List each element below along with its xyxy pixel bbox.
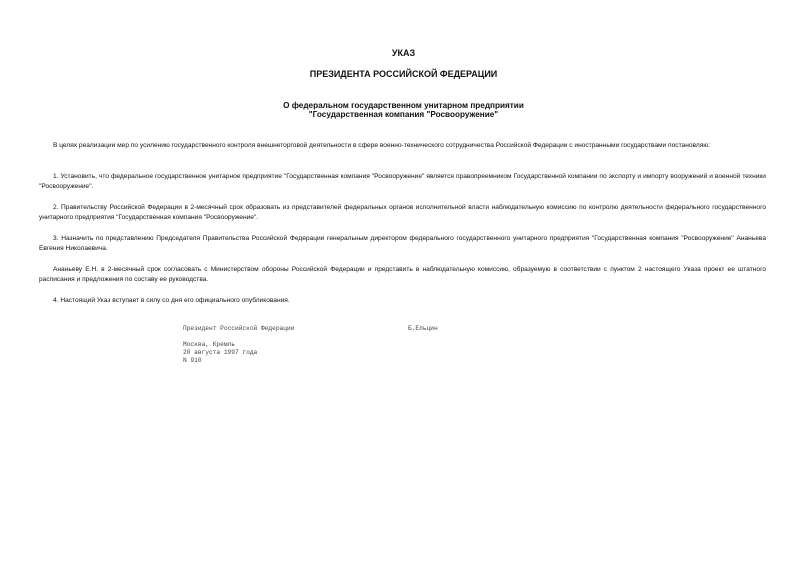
decree-subject-line-1: О федеральном государственном унитарном предприятии (283, 101, 524, 110)
paragraph-3-continuation: Ананьеву Е.Н. в 2-месячный срок согласовать с Министерством обороны Российской Федерации и представить в наблюдательную комиссию, образуемую в соответствии с пунктом 2 настоящего Указа проект ее штатного расписания и предложения по составу ее руководства. (39, 266, 766, 283)
decree-title: УКАЗ (391, 48, 416, 58)
preamble-paragraph: В целях реализации мер по усилению государственного контроля внешнеторговой деятельности в сфере военно-технического сотрудничества Российской Федерации с иностранными государствами постановляю: (53, 142, 711, 149)
decree-subject-line-2: "Государственная компания "Росвооружение" (308, 110, 499, 119)
signing-date: 20 августа 1997 года (183, 349, 258, 356)
paragraph-4: 4. Настоящий Указ вступает в силу со дня его официального опубликования. (53, 297, 290, 304)
signatory-position: Президент Российской Федерации (183, 325, 295, 332)
signatory-name: Б.Ельцин (408, 325, 438, 332)
signing-place: Москва, Кремль (183, 341, 235, 348)
decree-number: N 910 (183, 357, 202, 364)
paragraph-1: 1. Установить, что федеральное государственное унитарное предприятие "Государственная компания "Росвооружение" является правопреемником Государственной компании по экспорту и импорту вооружений и военной техники "Росвооружение". (39, 173, 766, 190)
decree-issuer: ПРЕЗИДЕНТА РОССИЙСКОЙ ФЕДЕРАЦИИ (309, 69, 498, 79)
paragraph-3: 3. Назначить по представлению Председателя Правительства Российской Федерации генеральным директором федерального государственного унитарного предприятия "Государственная компания "Росвооружение" Ананьева Евгения Николаевича. (39, 235, 766, 252)
paragraph-2: 2. Правительству Российской Федерации в 2-месячный срок образовать из представителей федеральных органов исполнительной власти наблюдательную комиссию по контролю деятельности федерального государственного унитарного предприятия "Государственная компания "Росвооружение". (39, 204, 766, 221)
